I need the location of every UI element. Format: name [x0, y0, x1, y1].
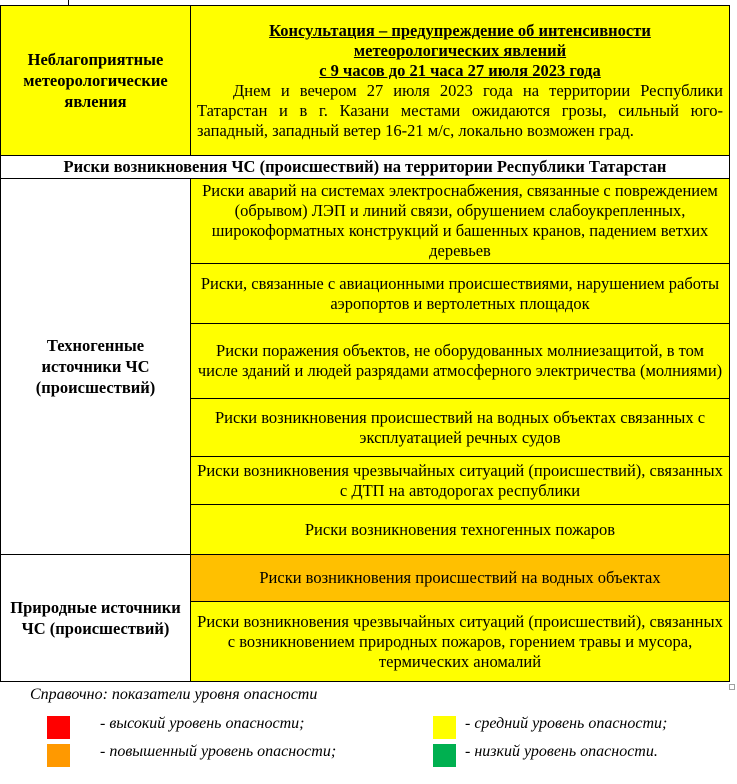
- risk-river-vessels: Риски возникновения происшествий на водных объектах связанных с эксплуатацией речных судов: [191, 399, 730, 457]
- weather-label: Неблагоприятные метеорологические явления: [1, 6, 191, 156]
- risk-natural-fires: Риски возникновения чрезвычайных ситуаций (происшествий), связанных с возникновением природных пожаров, горением травы и мусора, термических аномалий: [191, 602, 730, 682]
- legend-swatch-low: [433, 744, 456, 767]
- weather-row: [1, 6, 730, 156]
- legend-title: Справочно: показатели уровня опасности: [30, 686, 318, 703]
- risk-power-systems: Риски аварий на системах электроснабжения, связанные с повреждением (обрывом) ЛЭП и линий связи, обрушением слабоукрепленных, широкоформатных конструкций и башенных кранов, падением ветхих деревьев: [191, 179, 730, 264]
- consultation-title-2: метеорологических явлений: [353, 40, 567, 60]
- risk-road-accidents: Риски возникновения чрезвычайных ситуаций (происшествий), связанных с ДТП на автодорогах республики: [191, 457, 730, 505]
- consultation-title-3: с 9 часов до 21 часа 27 июля 2023 года: [319, 60, 601, 80]
- legend-label-elevated: - повышенный уровень опасности;: [100, 743, 337, 760]
- legend-swatch-medium: [433, 716, 456, 739]
- legend-label-low: - низкий уровень опасности.: [465, 743, 658, 760]
- risk-row: [1, 555, 730, 602]
- risk-row: [1, 179, 730, 264]
- natural-label: Природные источники ЧС (происшествий): [1, 555, 191, 682]
- legend-swatch-high: [47, 716, 70, 739]
- consultation-title-1: Консультация – предупреждение об интенсивности: [269, 20, 651, 40]
- risk-lightning: Риски поражения объектов, не оборудованных молниезащитой, в том числе зданий и людей разрядами атмосферного электричества (молниями): [191, 324, 730, 399]
- consultation-cell: [191, 6, 730, 156]
- section-header-row: [1, 156, 730, 179]
- table-resize-handle[interactable]: [729, 684, 735, 690]
- risk-technogenic-fires: Риски возникновения техногенных пожаров: [191, 505, 730, 555]
- section-title: Риски возникновения ЧС (происшествий) на территории Республики Татарстан: [1, 156, 730, 179]
- technogenic-label: Техногенные источники ЧС (происшествий): [1, 179, 191, 555]
- legend-swatch-elevated: [47, 744, 70, 767]
- risk-table: [0, 5, 730, 682]
- risk-water-objects: Риски возникновения происшествий на водных объектах: [191, 555, 730, 602]
- legend-label-medium: - средний уровень опасности;: [465, 715, 668, 732]
- legend-label-high: - высокий уровень опасности;: [100, 715, 305, 732]
- consultation-body: Днем и вечером 27 июля 2023 года на территории Республики Татарстан и в г. Казани местами ожидаются грозы, сильный юго-западный, западный ветер 16-21 м/с, локально возможен град.: [197, 80, 723, 140]
- risk-aviation: Риски, связанные с авиационными происшествиями, нарушением работы аэропортов и вертолетных площадок: [191, 264, 730, 324]
